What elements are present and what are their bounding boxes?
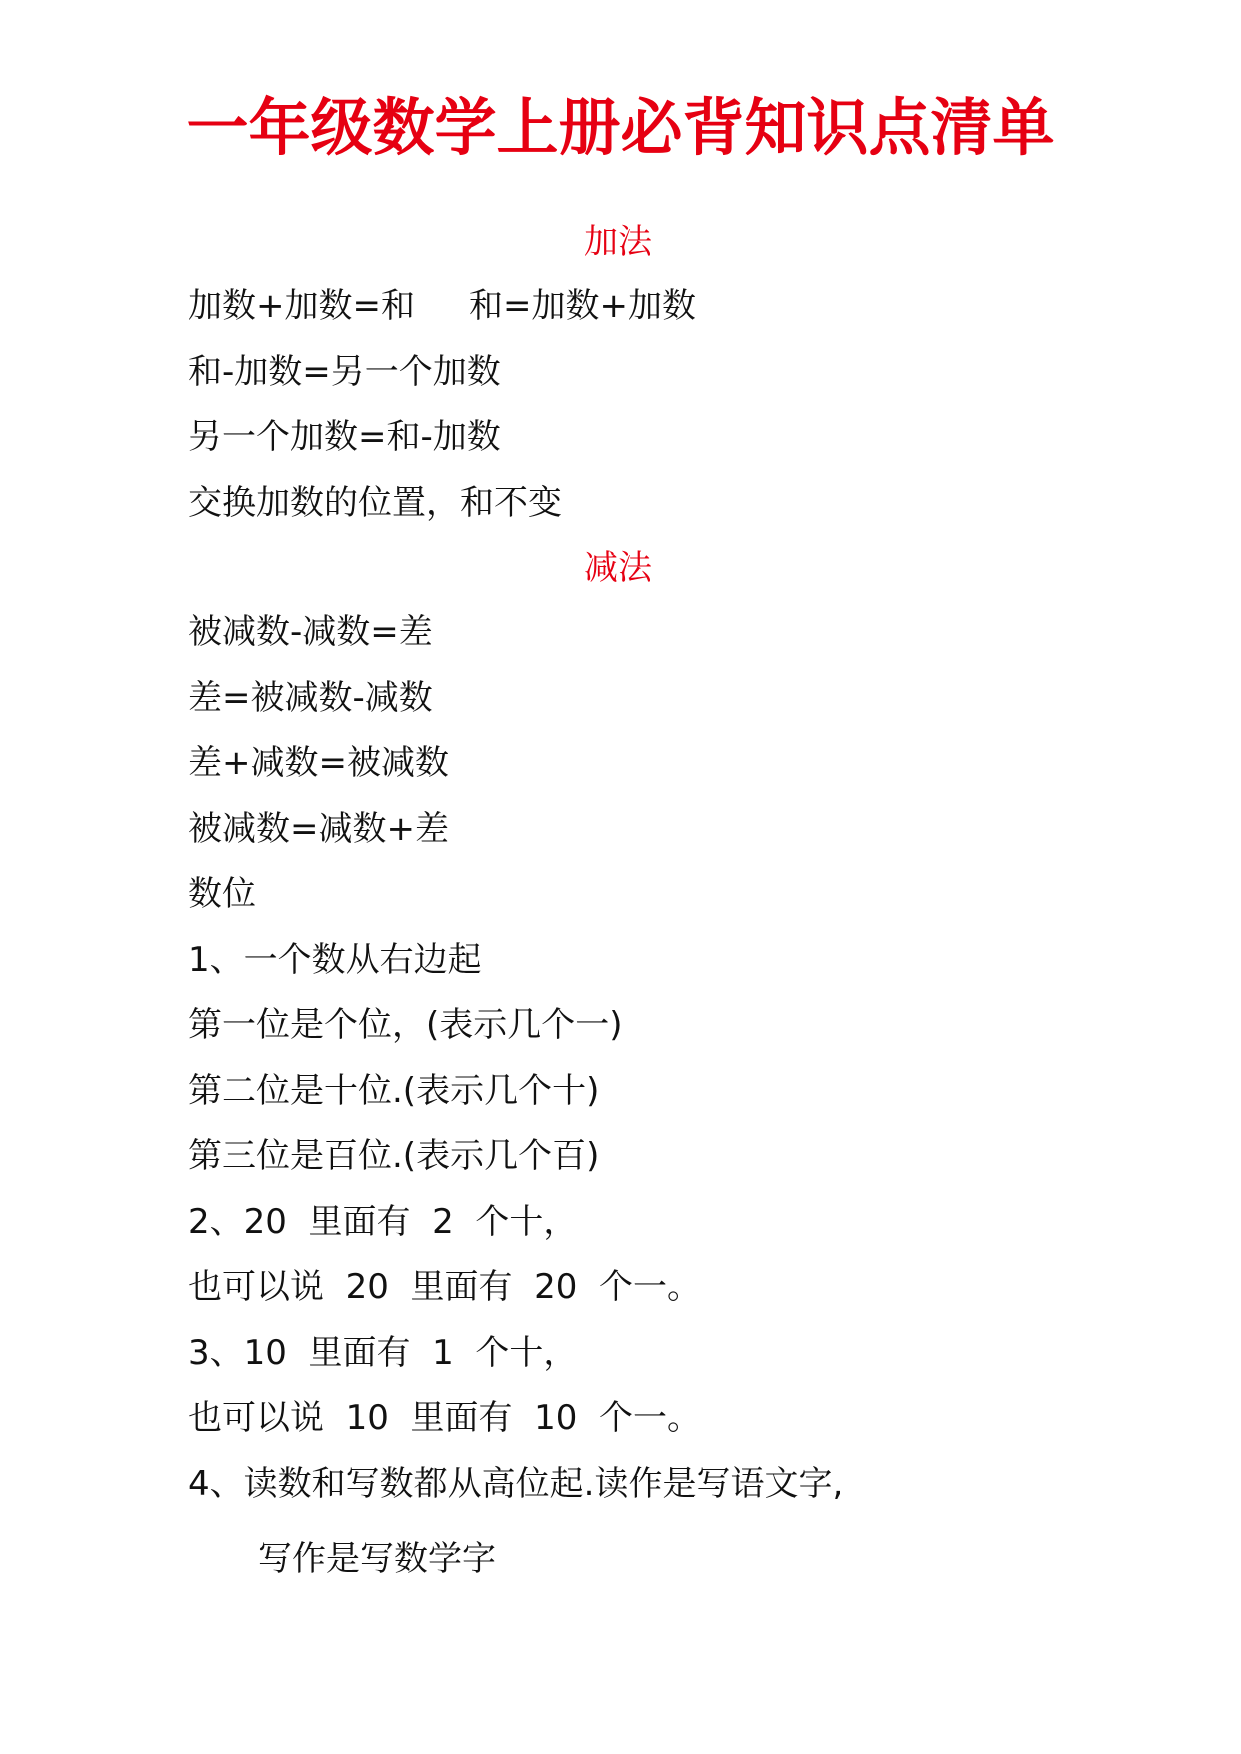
- section-heading-addition: 加法: [584, 222, 652, 262]
- place-value-heading: 数位: [188, 874, 256, 914]
- addition-line: 另一个加数=和-加数: [188, 417, 501, 457]
- place-value-line: 第二位是十位.(表示几个十): [188, 1070, 600, 1111]
- place-value-line: 4、读数和写数都从高位起.读作是写语文字,: [188, 1463, 844, 1504]
- subtraction-line: 差=被减数-减数: [188, 677, 433, 718]
- place-value-line: 2、20 里面有 2 个十，: [188, 1201, 578, 1242]
- place-value-line: 也可以说 20 里面有 20 个一。: [188, 1267, 701, 1307]
- subtraction-line: 被减数=减数+差: [188, 808, 449, 849]
- place-value-line: 3、10 里面有 1 个十，: [188, 1332, 578, 1373]
- subtraction-line: 差+减数=被减数: [188, 743, 449, 783]
- section-heading-subtraction: 减法: [584, 548, 652, 588]
- page-title: 一年级数学上册必背知识点清单: [186, 91, 1055, 164]
- place-value-line: 1、一个数从右边起: [188, 939, 482, 980]
- place-value-line: 第三位是百位.(表示几个百): [188, 1136, 600, 1176]
- addition-line: 交换加数的位置，和不变: [188, 482, 562, 523]
- place-value-line: 第一位是个位，(表示几个一): [188, 1005, 623, 1045]
- addition-line: 加数+加数=和 和=加数+加数: [188, 286, 696, 326]
- place-value-line-indented: 写作是写数学字: [258, 1539, 496, 1579]
- subtraction-line: 被减数-减数=差: [188, 612, 433, 652]
- place-value-line: 也可以说 10 里面有 10 个一。: [188, 1398, 701, 1438]
- document-body: [188, 210, 1148, 1593]
- addition-line: 和-加数=另一个加数: [188, 351, 501, 392]
